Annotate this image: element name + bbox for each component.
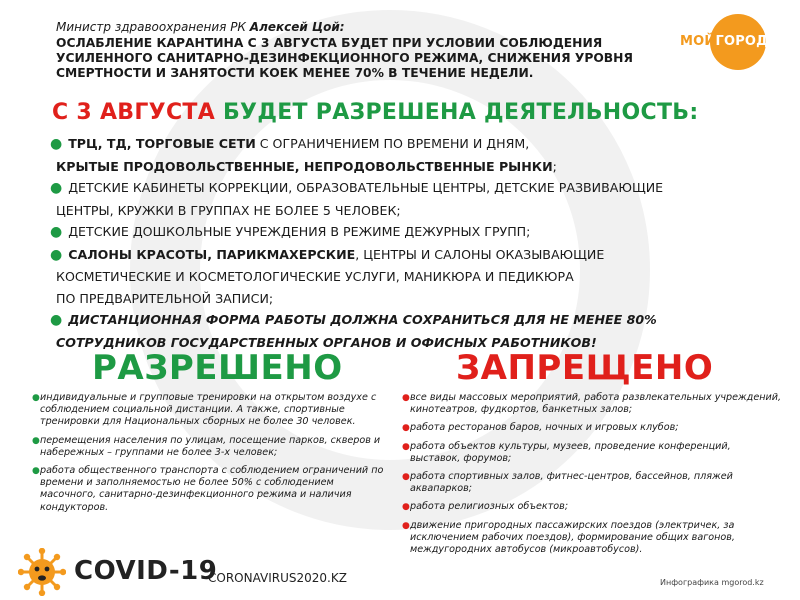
headline-text: БУДЕТ РАЗРЕШЕНА ДЕЯТЕЛЬНОСТЬ: bbox=[215, 100, 699, 125]
headline-date: С 3 АВГУСТА bbox=[52, 100, 216, 125]
bullet-item: ● ДЕТСКИЕ КАБИНЕТЫ КОРРЕКЦИИ, ОБРАЗОВАТЕЛЬНЫЕ ЦЕНТРЫ, ДЕТСКИЕ РАЗВИВАЮЩИЕ bbox=[50, 180, 664, 196]
bullet-item-continuation: СОТРУДНИКОВ ГОСУДАРСТВЕННЫХ ОРГАНОВ И ОФИСНЫХ РАБОТНИКОВ! bbox=[56, 334, 597, 350]
bullet-dot-icon: ● bbox=[402, 441, 410, 452]
list-item: ● движение пригородных пассажирских поездов (электричек, за исключением рабочих поездов), формирование общих вагонов, междугородних автобусов (микроавтобусов). bbox=[402, 519, 735, 556]
list-item: ● работа объектов культуры, музеев, проведение конференций, выставок, форумов; bbox=[402, 440, 731, 464]
bullet-item-continuation: КРЫТЫЕ ПРОДОВОЛЬСТВЕННЫЕ, НЕПРОДОВОЛЬСТВЕННЫЕ РЫНКИ; bbox=[56, 158, 557, 174]
bullet-item: ● САЛОНЫ КРАСОТЫ, ПАРИКМАХЕРСКИЕ, ЦЕНТРЫ И САЛОНЫ ОКАЗЫВАЮЩИЕ bbox=[50, 246, 605, 263]
forbidden-title: ЗАПРЕЩЕНО bbox=[456, 348, 714, 388]
bullet-item-continuation: ЦЕНТРЫ, КРУЖКИ В ГРУППАХ НЕ БОЛЕЕ 5 ЧЕЛОВЕК; bbox=[56, 202, 401, 218]
bullet-dot-icon: ● bbox=[402, 423, 410, 434]
allowed-title: РАЗРЕШЕНО bbox=[92, 348, 343, 388]
list-item: ● все виды массовых мероприятий, работа развлекательных учреждений, кинотеатров, фудкортов, банкетных залов; bbox=[402, 392, 782, 416]
quote-line: СМЕРТНОСТИ И ЗАНЯТОСТИ КОЕК МЕНЕЕ 70% В ТЕЧЕНИЕ НЕДЕЛИ. bbox=[56, 66, 534, 80]
bullet-item: ● ДЕТСКИЕ ДОШКОЛЬНЫЕ УЧРЕЖДЕНИЯ В РЕЖИМЕ ДЕЖУРНЫХ ГРУПП; bbox=[50, 224, 531, 240]
list-item: ● перемещения населения по улицам, посещение парков, скверов и набережных – группами не более 3-х человек; bbox=[32, 434, 381, 458]
logo-text: МОЙГОРОД bbox=[680, 34, 768, 49]
bullet-item: ● ДИСТАНЦИОННАЯ ФОРМА РАБОТЫ ДОЛЖНА СОХРАНИТЬСЯ ДЛЯ НЕ МЕНЕЕ 80% bbox=[50, 312, 657, 328]
minister-attribution bbox=[56, 20, 666, 35]
minister-title: Министр здравоохранения РК bbox=[56, 20, 250, 34]
bullet-dot-icon: ● bbox=[50, 246, 63, 263]
bullet-dot-icon: ● bbox=[402, 393, 410, 403]
minister-block bbox=[56, 20, 666, 81]
infographic-credit: Инфографика mgorod.kz bbox=[660, 578, 764, 587]
virus-mascot-icon bbox=[18, 548, 66, 596]
bullet-dot-icon: ● bbox=[32, 435, 40, 446]
bullet-dot-icon: ● bbox=[32, 393, 40, 403]
bullet-item: ● ТРЦ, ТД, ТОРГОВЫЕ СЕТИ С ОГРАНИЧЕНИЕМ ПО ВРЕМЕНИ И ДНЯМ, bbox=[50, 136, 530, 152]
moi-gorod-logo[interactable] bbox=[680, 14, 770, 70]
bullet-dot-icon: ● bbox=[50, 136, 63, 152]
headline bbox=[52, 100, 698, 125]
allowed-activities-list bbox=[50, 133, 770, 353]
list-item: ● работа религиозных объектов; bbox=[402, 501, 569, 513]
allowed-list bbox=[32, 392, 392, 520]
bullet-dot-icon: ● bbox=[50, 224, 63, 240]
quote-line: ОСЛАБЛЕНИЕ КАРАНТИНА С 3 АВГУСТА БУДЕТ ПРИ УСЛОВИИ СОБЛЮДЕНИЯ bbox=[56, 36, 603, 50]
bullet-item-continuation: ПО ПРЕДВАРИТЕЛЬНОЙ ЗАПИСИ; bbox=[56, 290, 274, 306]
bullet-dot-icon: ● bbox=[50, 180, 63, 196]
covid-label: COVID-19 bbox=[74, 556, 218, 586]
forbidden-list bbox=[402, 392, 782, 562]
list-item: ● работа общественного транспорта с соблюдением ограничений по времени и заполняемостью не более 50% с соблюдением масочного, санитарно-дезинфекционного режима и наличия кондукторов. bbox=[32, 465, 384, 513]
bullet-item-continuation: КОСМЕТИЧЕСКИЕ И КОСМЕТОЛОГИЧЕСКИЕ УСЛУГИ, МАНИКЮРА И ПЕДИКЮРА bbox=[56, 269, 574, 284]
quote-line: УСИЛЕННОГО САНИТАРНО-ДЕЗИНФЕКЦИОННОГО РЕЖИМА, СНИЖЕНИЯ УРОВНЯ bbox=[56, 51, 633, 65]
list-item: ● индивидуальные и групповые тренировки на открытом воздухе с соблюдением социальной дистанции. А также, спортивные тренировки для Национальных сборных не более 30 человек. bbox=[32, 392, 377, 428]
source-site-link[interactable]: CORONAVIRUS2020.KZ bbox=[208, 571, 347, 585]
bullet-dot-icon: ● bbox=[50, 312, 63, 328]
list-item: ● работа спортивных залов, фитнес-центров, бассейнов, пляжей аквапарков; bbox=[402, 471, 733, 495]
minister-name: Алексей Цой: bbox=[249, 20, 345, 34]
bullet-dot-icon: ● bbox=[402, 502, 410, 513]
bullet-dot-icon: ● bbox=[402, 472, 410, 483]
bullet-dot-icon: ● bbox=[402, 520, 410, 531]
minister-quote bbox=[56, 36, 666, 81]
list-item: ● работа ресторанов баров, ночных и игровых клубов; bbox=[402, 422, 679, 434]
bullet-dot-icon: ● bbox=[32, 466, 40, 477]
